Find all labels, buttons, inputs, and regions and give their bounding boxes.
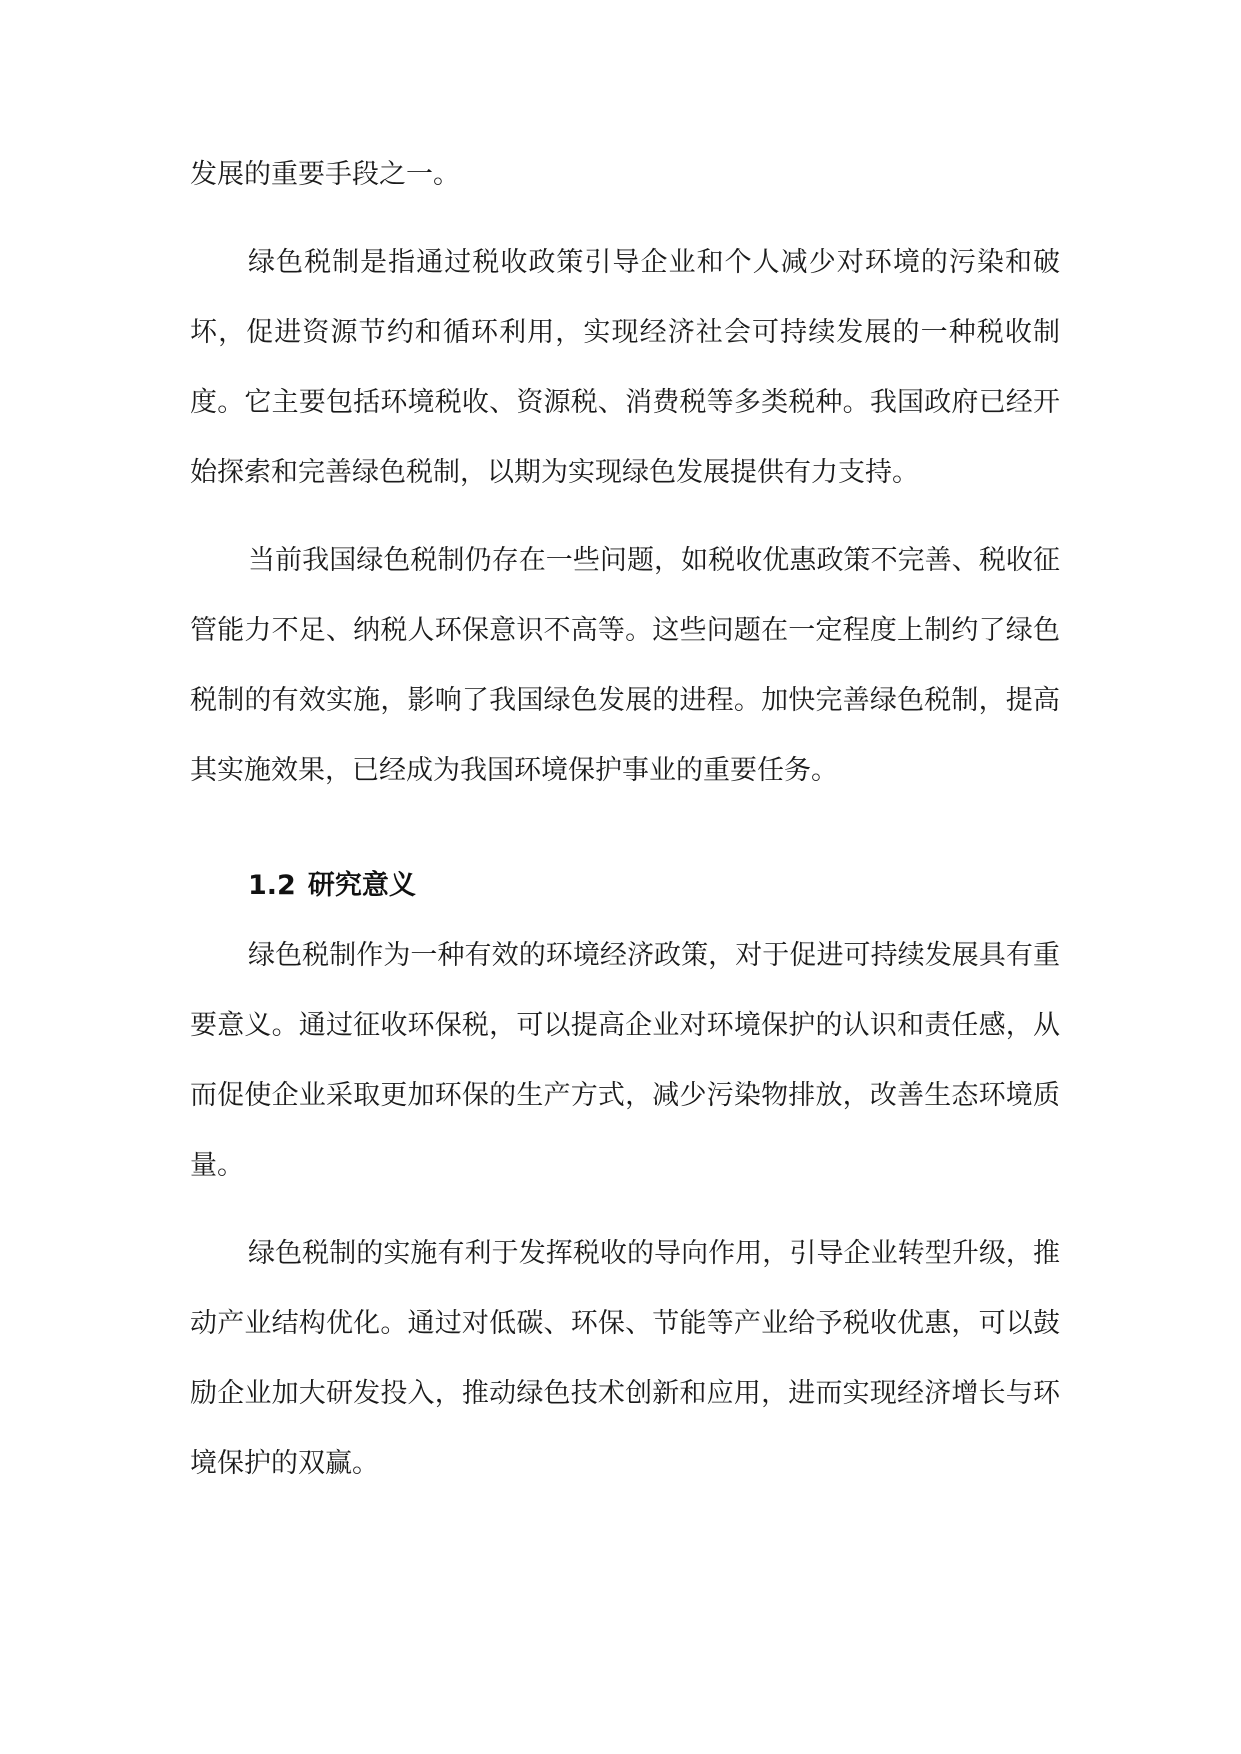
paragraph-significance-2: 绿色税制的实施有利于发挥税收的导向作用，引导企业转型升级，推动产业结构优化。通过对低碳、环保、节能等产业给予税收优惠，可以鼓励企业加大研发投入，推动绿色技术创新和应用，进而实现经济增长与环境保护的双赢。 — [190, 1238, 1060, 1479]
paragraph-green-tax-definition: 绿色税制是指通过税收政策引导企业和个人减少对环境的污染和破坏，促进资源节约和循环利用，实现经济社会可持续发展的一种税收制度。它主要包括环境税收、资源税、消费税等多类税种。我国政府已经开始探索和完善绿色税制，以期为实现绿色发展提供有力支持。 — [190, 247, 1060, 488]
paragraph-significance-1: 绿色税制作为一种有效的环境经济政策，对于促进可持续发展具有重要意义。通过征收环保税，可以提高企业对环境保护的认识和责任感，从而促使企业采取更加环保的生产方式，减少污染物排放，改善生态环境质量。 — [190, 940, 1060, 1181]
document-body — [190, 140, 1060, 1499]
section-heading — [190, 851, 1060, 921]
paragraph-continuation: 发展的重要手段之一。 — [190, 159, 460, 190]
paragraph-current-problems: 当前我国绿色税制仍存在一些问题，如税收优惠政策不完善、税收征管能力不足、纳税人环保意识不高等。这些问题在一定程度上制约了绿色税制的有效实施，影响了我国绿色发展的进程。加快完善绿色税制，提高其实施效果，已经成为我国环境保护事业的重要任务。 — [190, 545, 1060, 786]
section-number: 1.2 — [248, 870, 296, 901]
section-title: 研究意义 — [307, 870, 416, 901]
